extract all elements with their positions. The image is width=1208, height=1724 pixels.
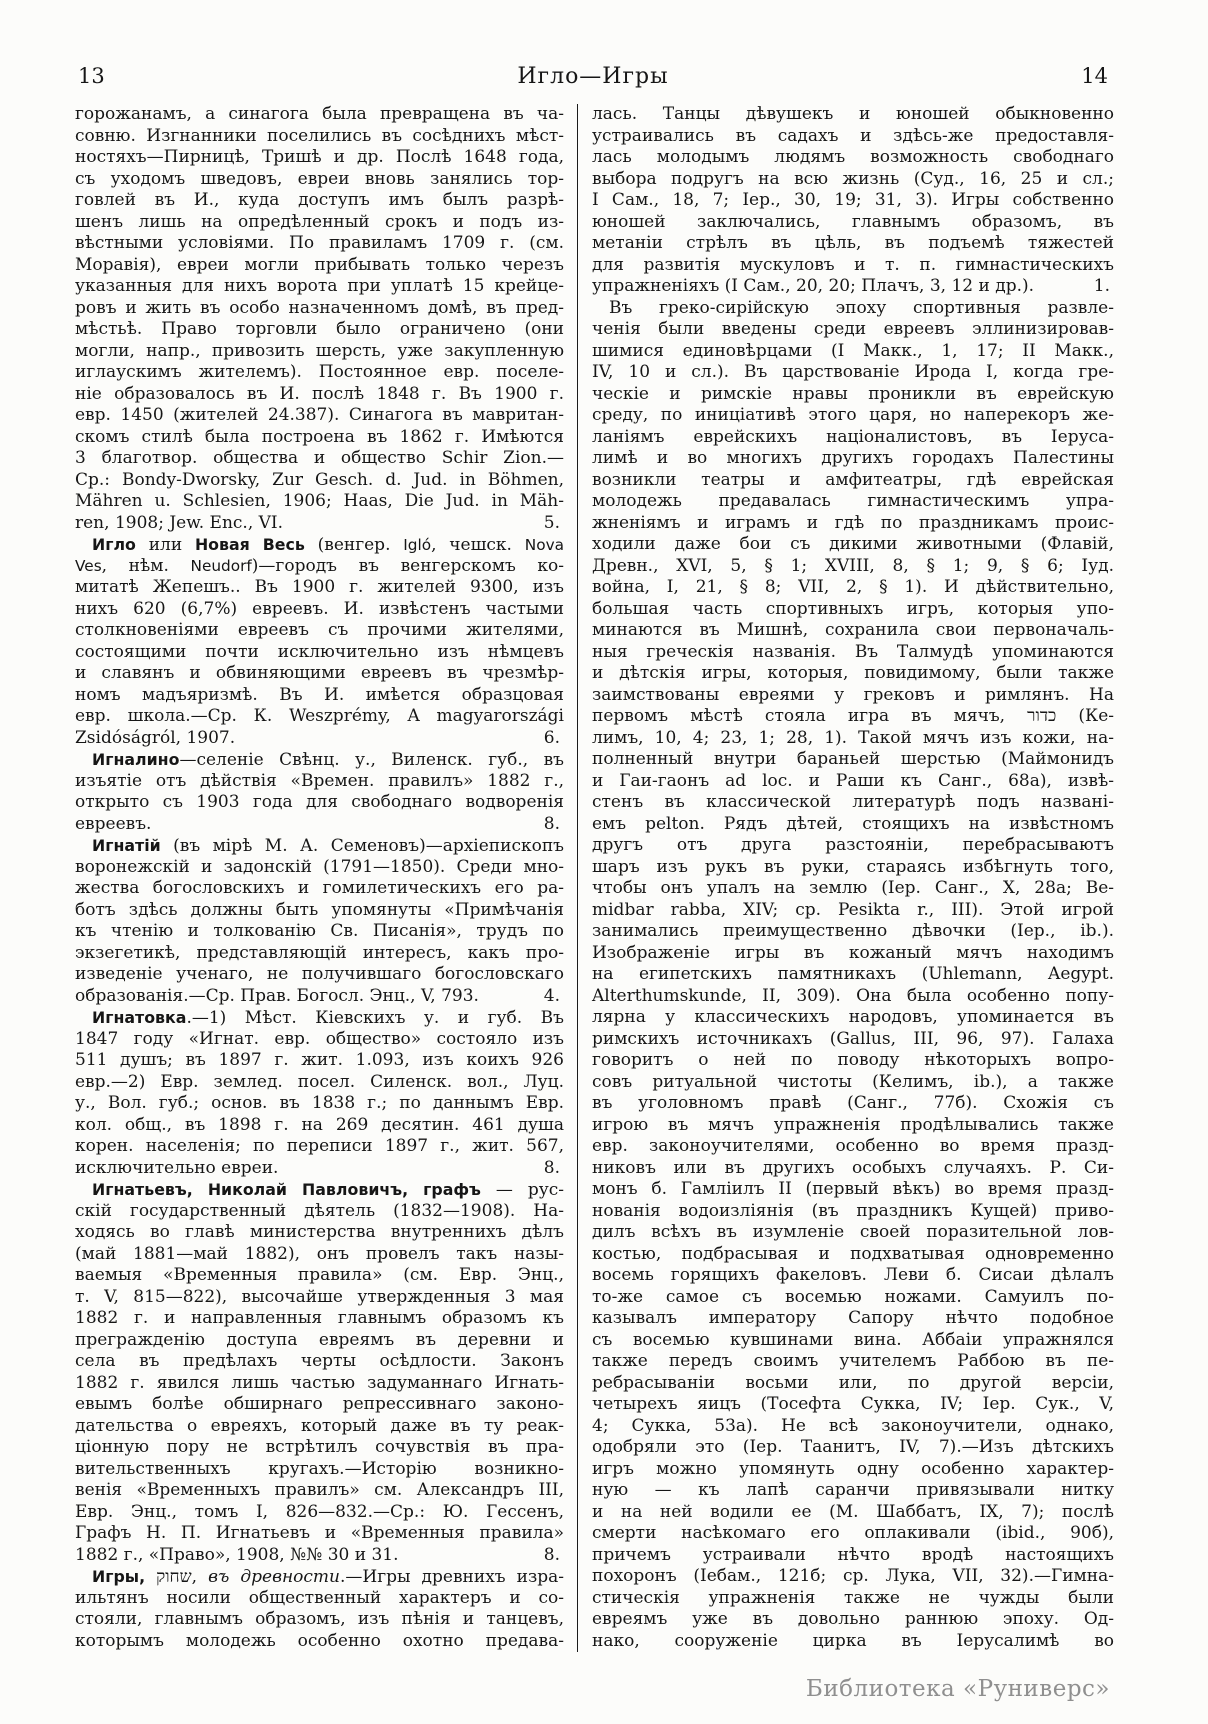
text-line: другъ отъ друга разстояніи, перебрасываютъ bbox=[592, 835, 1114, 855]
text-line: Игнатьевъ, Николай Павловичъ, графъ — рус- bbox=[92, 1180, 564, 1200]
text-line: ностяхъ—Пирницѣ, Тришѣ и др. Послѣ 1648 года, bbox=[75, 147, 564, 167]
text-line: и Гаи-гаонъ ad loc. и Раши къ Санг., 68а), извѣ- bbox=[592, 770, 1114, 791]
text-line: никовъ или въ другихъ особыхъ случаяхъ. Р. Си- bbox=[592, 1157, 1114, 1178]
text-line: также передъ своимъ учителемъ Раббою въ пе- bbox=[592, 1351, 1114, 1371]
text-line: 1847 году «Игнат. евр. общество» состояло изъ bbox=[75, 1028, 564, 1049]
text-line: шенъ лишь на опредѣленный срокъ и подъ из- bbox=[75, 211, 564, 232]
text-line: Mähren u. Schlesien, 1906; Haas, Die Jud. in Mäh- bbox=[75, 491, 564, 511]
text-line: образованія.—Ср. Прав. Богосл. Энц., V, 793. 4. bbox=[75, 986, 564, 1008]
text-line: дилъ всѣхъ въ изумленіе своей поразительной лов- bbox=[592, 1222, 1114, 1242]
text-line: смерти насѣкомаго его оплакивали (ibid., 90б), bbox=[592, 1523, 1114, 1543]
text-line: костью, подбрасывая и подхватывая одновременно bbox=[592, 1243, 1114, 1264]
text-line: и на ней водили ее (М. Шаббатъ, IX, 7); послѣ bbox=[592, 1501, 1114, 1522]
text-line: упражненіяхъ (I Сам., 20, 20; Плачъ, 3, 12 и др.). 1. bbox=[592, 276, 1114, 298]
text-line: ваемыя «Временныя правила» (см. Евр. Энц., bbox=[75, 1265, 564, 1285]
page-number-left: 13 bbox=[78, 64, 105, 88]
text-line: и дѣтскія игры, которыя, повидимому, были также bbox=[592, 663, 1114, 683]
author-signature-number: 6. bbox=[543, 727, 560, 748]
text-line: лась молодымъ людямъ возможность свободнаго bbox=[592, 147, 1114, 167]
entry-headword: Игло bbox=[92, 535, 136, 554]
text-line: евр. законоучителями, особенно во время празд- bbox=[592, 1136, 1114, 1156]
column-right bbox=[577, 104, 1114, 1652]
text-line: устраивались въ садахъ и здѣсь-же предоставля- bbox=[592, 125, 1114, 146]
text-line: Изображеніе игры въ кожаный мячъ находимъ bbox=[592, 942, 1114, 963]
text-line: стояли, главнымъ образомъ, изъ пѣнія и танцевъ, bbox=[75, 1609, 564, 1629]
author-signature-number: 1. bbox=[1093, 276, 1110, 296]
text-line: Alterthumskunde, II, 309). Она была особенно попу- bbox=[592, 985, 1114, 1006]
text-line: Ves, нѣм. Neudorf)—городъ въ венгерскомъ ко- bbox=[75, 555, 565, 576]
text-line: ціонную пору не встрѣтилъ сочувствія въ пра- bbox=[75, 1437, 564, 1457]
text-line: римскихъ источникахъ (Gallus, III, 96, 97). Галаха bbox=[592, 1028, 1114, 1049]
text-line: въ уголовномъ правѣ (Санг., 77б). Схожія съ bbox=[592, 1093, 1114, 1113]
page-number-right: 14 bbox=[1081, 64, 1108, 88]
text-line: среду, по иниціативѣ этого царя, но наперекоръ же- bbox=[592, 405, 1114, 425]
text-line: заимствованы евреями у грековъ и римлянъ. На bbox=[592, 684, 1114, 705]
text-line: евреевъ. 8. bbox=[75, 814, 564, 836]
text-line: 3 благотвор. общества и общество Schir Zion.— bbox=[75, 448, 564, 468]
text-line: дательства о евреяхъ, который даже въ ту реак- bbox=[75, 1415, 564, 1436]
text-line: midbar rabba, XIV; ср. Pesikta r., III). Этой игрой bbox=[592, 899, 1114, 920]
text-line: шимися единовѣрцами (I Макк., 1, 17; II Макк., bbox=[592, 340, 1114, 361]
author-signature-number: 5. bbox=[543, 512, 560, 533]
text-line: ніе образовалось въ И. послѣ 1848 г. Въ 1900 г. bbox=[75, 383, 564, 404]
text-line: евр. школа.—Ср. К. Weszprémy, A magyarországi bbox=[75, 706, 564, 726]
latin-sans-term: Nova bbox=[524, 536, 564, 554]
text-line: Игло или Новая Весь (венгер. Igló, чешск. Nova bbox=[92, 535, 564, 555]
text-line: Графъ Н. П. Игнатьевъ и «Временныя правила» bbox=[75, 1523, 564, 1543]
text-line: венія «Временныхъ правилъ» см. Александръ III, bbox=[75, 1480, 564, 1500]
text-line: лась. Танцы дѣвушекъ и юношей обыкновенно bbox=[592, 104, 1114, 124]
text-line: ильтянъ носили общественный характеръ и со- bbox=[75, 1587, 564, 1608]
text-line: занимались преимущественно дѣвочки (Іер., ib.). bbox=[592, 921, 1114, 941]
text-line: къ чтенію и толкованію Св. Писанія», трудъ по bbox=[75, 921, 564, 941]
text-line: указанныя для нихъ ворота при уплатѣ 15 крейце- bbox=[75, 276, 564, 296]
text-line: евреямъ уже въ довольно раннюю эпоху. Од- bbox=[592, 1609, 1114, 1629]
latin-sans-term: Ves bbox=[75, 556, 102, 575]
text-line: возникли театры и амфитеатры, гдѣ еврейская bbox=[592, 469, 1114, 490]
text-line: полненный внутри бараньей шерстью (Маймонидъ bbox=[592, 749, 1114, 769]
text-line: причемъ устраивали нѣчто вродѣ настоящихъ bbox=[592, 1544, 1114, 1565]
page-header bbox=[78, 64, 1108, 89]
text-line: одобряли это (Іер. Таанитъ, IV, 7).—Изъ дѣтскихъ bbox=[592, 1437, 1114, 1457]
text-line: совъ ритуальной чистоты (Келимъ, ib.), а также bbox=[592, 1071, 1114, 1092]
text-line: игрою въ мячъ упражненія продѣлывались также bbox=[592, 1114, 1114, 1135]
entry-headword: Новая Весь bbox=[194, 535, 305, 554]
text-line: иглаускимъ жителемъ). Постоянное евр. поселе- bbox=[75, 362, 564, 382]
text-line: которымъ молодежь особенно охотно предава- bbox=[75, 1630, 564, 1651]
text-line: метаніи стрѣлъ въ цѣль, въ подъемѣ тяжестей bbox=[592, 233, 1114, 253]
text-line: митатѣ Жепешъ.. Въ 1900 г. жителей 9300, изъ bbox=[75, 577, 564, 597]
text-line: похоронъ (Іебам., 121б; ср. Лука, VII, 32).—Гимна- bbox=[592, 1566, 1114, 1586]
page-body bbox=[75, 104, 1115, 1652]
text-line: скомъ стилѣ была построена въ 1862 г. Имѣются bbox=[75, 426, 564, 447]
text-line: Ср.: Bondy-Dworsky, Zur Gesch. d. Jud. in Böhmen, bbox=[75, 469, 564, 490]
text-line: ныя греческія названія. Въ Талмудѣ упоминаются bbox=[592, 641, 1114, 662]
text-line: для развитія мускуловъ и т. п. гимнастическихъ bbox=[592, 254, 1114, 275]
text-line: номъ мадъяризмѣ. Въ И. имѣется образцовая bbox=[75, 684, 564, 705]
text-line: ходили даже бои съ дикими животными (Флавій, bbox=[592, 534, 1114, 554]
text-line: Въ греко-сирійскую эпоху спортивныя развле- bbox=[592, 297, 1114, 318]
text-line: воронежскій и задонскій (1791—1850). Среди мно- bbox=[75, 856, 564, 877]
text-line: экзегетикѣ, представляющій интересъ, какъ про- bbox=[75, 942, 564, 963]
text-line: изъятіе отъ дѣйствія «Времен. правилъ» 1882 г., bbox=[75, 770, 564, 791]
text-line: война, I, 21, § 8; VII, 2, § 1). И дѣйствительно, bbox=[592, 577, 1114, 597]
text-line: скій государственный дѣятель (1832—1908). На- bbox=[75, 1200, 564, 1221]
text-line: съ восемью кувшинами вина. Аббаіи упражнялся bbox=[592, 1329, 1114, 1350]
text-line: могли, напр., привозить шерсть, уже закупленную bbox=[75, 340, 564, 361]
text-line: корен. населенія; по переписи 1897 г., жит. 567, bbox=[75, 1136, 564, 1156]
text-line: говоритъ о ней по поводу нѣкоторыхъ вопро- bbox=[592, 1050, 1114, 1070]
text-line: I Сам., 18, 7; Іер., 30, 19; 31, 3). Игры собственно bbox=[592, 190, 1114, 210]
text-line: лярна у классическихъ народовъ, упоминается въ bbox=[592, 1007, 1114, 1027]
text-line: села въ предѣлахъ черты осѣдлости. Законъ bbox=[75, 1351, 564, 1371]
text-line: ченія были введены среди евреевъ эллинизировав- bbox=[592, 319, 1114, 339]
text-line: монъ б. Гамліилъ II (первый вѣкъ) во время празд- bbox=[592, 1179, 1114, 1199]
text-line: Игры, שחוק, въ древности.—Игры древнихъ изра- bbox=[92, 1567, 564, 1587]
text-line: лимъ, 10, 4; 23, 1; 28, 1). Такой мячъ изъ кожи, на- bbox=[592, 727, 1114, 748]
text-line: евр.—2) Евр. землед. посел. Силенск. вол., Луц. bbox=[75, 1071, 564, 1092]
text-line: ren, 1908; Jew. Enc., VI. 5. bbox=[75, 513, 564, 535]
text-line: восемь горящихъ факеловъ. Леви б. Сисаи дѣлалъ bbox=[592, 1265, 1114, 1285]
text-line: совню. Изгнанники поселились въ сосѣднихъ мѣст- bbox=[75, 125, 564, 146]
text-line: 1882 г., «Право», 1908, №№ 30 и 31. 8. bbox=[75, 1545, 564, 1567]
text-line: минаются въ Мишнѣ, сохранила свои первоначаль- bbox=[592, 620, 1114, 640]
text-line: нованія водоизліянія (въ праздникъ Кущей) приво- bbox=[592, 1200, 1114, 1221]
text-line: молодежь предавалась гимнастическимъ упра- bbox=[592, 491, 1114, 511]
text-line: т. V, 815—822), высочайше утвержденныя 3 мая bbox=[75, 1286, 564, 1307]
text-line: четырехъ яицъ (Тосефта Сукка, IV; Іер. Сук., V, bbox=[592, 1394, 1114, 1414]
text-line: и славянъ и обвиняющими евреевъ въ чрезмѣр- bbox=[75, 663, 564, 683]
entry-headword: Игнатій bbox=[92, 836, 161, 855]
page-title: Игло—Игры bbox=[517, 64, 669, 89]
text-line: прегражденію доступа евреямъ въ деревни и bbox=[75, 1329, 564, 1350]
text-line: ную — къ лапѣ саранчи привязывали нитку bbox=[592, 1480, 1114, 1500]
author-signature-number: 8. bbox=[543, 813, 560, 834]
text-line: ровъ и жить въ особо назначенномъ домѣ, въ пред- bbox=[75, 297, 564, 318]
text-line: юношей заключались, главнымъ образомъ, въ bbox=[592, 211, 1114, 232]
entry-headword: Игры, bbox=[92, 1567, 146, 1586]
text-line: Древн., XVI, 5, § 1; XVIII, 8, § 1; 9, § 6; Іуд. bbox=[592, 555, 1114, 576]
author-signature-number: 8. bbox=[543, 1157, 560, 1178]
text-line: столкновеніями евреевъ съ прочими жителями, bbox=[75, 620, 564, 640]
text-line: то-же самое съ восемью ножами. Самуилъ по- bbox=[592, 1286, 1114, 1307]
text-line: кол. общ., въ 1898 г. на 269 десятин. 461 душа bbox=[75, 1114, 564, 1135]
text-line: Игнатовка.—1) Мѣст. Кіевскихъ у. и губ. Въ bbox=[92, 1008, 564, 1028]
text-line: Игнатій (въ мірѣ М. А. Семеновъ)—архіепископъ bbox=[92, 836, 564, 856]
text-line: Евр. Энц., томъ I, 826—832.—Ср.: Ю. Гессенъ, bbox=[75, 1501, 564, 1522]
text-line: у., Вол. губ.; основ. въ 1838 г.; по даннымъ Евр. bbox=[75, 1093, 564, 1113]
text-line: нихъ 620 (6,7%) евреевъ. И. извѣстенъ частыми bbox=[75, 598, 564, 619]
author-signature-number: 4. bbox=[543, 985, 560, 1006]
column-left bbox=[75, 104, 577, 1652]
text-line: евымъ болѣе обширнаго репрессивнаго законо- bbox=[75, 1394, 564, 1414]
text-line: вительственныхъ кругахъ.—Исторію возникно- bbox=[75, 1458, 564, 1479]
text-line: большая часть спортивныхъ игръ, которыя упо- bbox=[592, 598, 1114, 619]
text-line: ребрасываніи восьми или, по другой версіи, bbox=[592, 1372, 1114, 1393]
text-line: стическія упражненія также не чужды были bbox=[592, 1587, 1114, 1608]
author-signature-number: 8. bbox=[543, 1544, 560, 1565]
text-line: горожанамъ, а синагога была превращена въ ча- bbox=[75, 104, 564, 124]
text-line: игръ можно упомянуть одну особенно характер- bbox=[592, 1458, 1114, 1479]
text-line: открыто съ 1903 года для свободнаго водворенія bbox=[75, 792, 564, 812]
text-line: шаръ изъ рукъ въ руки, стараясь избѣгнуть того, bbox=[592, 856, 1114, 877]
text-line: 511 душъ; въ 1897 г. жит. 1.093, изъ коихъ 926 bbox=[75, 1050, 564, 1070]
text-line: евр. 1450 (жителей 24.387). Синагога въ мавритан- bbox=[75, 405, 564, 425]
text-line: емъ pelton. Рядъ дѣтей, стоящихъ на извѣстномъ bbox=[592, 813, 1114, 834]
latin-sans-term: Igló bbox=[403, 536, 432, 554]
entry-headword: Игнатьевъ, Николай Павловичъ, графъ bbox=[92, 1180, 481, 1199]
text-line: состоящими почти исключительно изъ нѣмцевъ bbox=[75, 641, 564, 662]
text-line: казывалъ императору Сапору нѣчто подобное bbox=[592, 1308, 1114, 1328]
text-line: первомъ мѣстѣ стояла игра въ мячъ, כדור (Ке- bbox=[592, 706, 1115, 726]
text-line: выбора подругъ на всю жизнь (Суд., 16, 25 и сл.; bbox=[592, 168, 1114, 189]
text-line: на египетскихъ памятникахъ (Uhlemann, Aegypt. bbox=[592, 964, 1114, 984]
text-line: ланіямъ еврейскихъ націоналистовъ, въ Іеруса- bbox=[592, 426, 1114, 447]
text-line: жненіямъ и играмъ и гдѣ по праздникамъ проис- bbox=[592, 512, 1114, 533]
text-line: 1882 г. и направленныя главнымъ образомъ къ bbox=[75, 1308, 564, 1328]
text-line: Моравія), евреи могли прибывать только черезъ bbox=[75, 254, 564, 275]
text-line: ходясь во главѣ министерства внутреннихъ дѣлъ bbox=[75, 1222, 564, 1242]
text-line: вѣстными условіями. По правиламъ 1709 г. (см. bbox=[75, 233, 564, 253]
text-line: съ уходомъ шведовъ, евреи вновь занялись тор- bbox=[75, 168, 564, 189]
text-line: Игналино—селеніе Свѣнц. у., Виленск. губ., въ bbox=[92, 750, 564, 770]
text-line: IV, 10 и сл.). Въ царствованіе Ирода I, когда гре- bbox=[592, 362, 1114, 382]
text-line: лимѣ и во многихъ другихъ городахъ Палестины bbox=[592, 448, 1114, 468]
text-line: нако, сооруженіе цирка въ Іерусалимѣ во bbox=[592, 1630, 1114, 1651]
text-line: (май 1881—май 1882), онъ провелъ такъ назы- bbox=[75, 1243, 564, 1264]
text-line: чтобы онъ упалъ на землю (Іер. Санг., X, 28а; Be- bbox=[592, 878, 1114, 898]
text-line: мѣстьѣ. Право торговли было ограничено (они bbox=[75, 319, 564, 339]
text-line: Zsidóságról, 1907. 6. bbox=[75, 728, 564, 750]
text-line: жества богословскихъ и гомилетическихъ его ра- bbox=[75, 878, 564, 898]
text-line: изведеніе ученаго, не получившаго богословскаго bbox=[75, 964, 564, 984]
text-line: 1882 г. явился лишь частью задуманнаго Игнать- bbox=[75, 1372, 564, 1393]
text-line: 4; Сукка, 53а). Не всѣ законоучители, однако, bbox=[592, 1415, 1114, 1436]
library-watermark: Библиотека «Руниверс» bbox=[805, 1676, 1110, 1702]
text-line: стенъ въ классической литературѣ подъ названі- bbox=[592, 792, 1114, 812]
text-line: ботъ здѣсь должны быть упомянуты «Примѣчанія bbox=[75, 899, 564, 920]
text-line: ческіе и римскіе нравы проникли въ еврейскую bbox=[592, 383, 1114, 404]
text-line: говлей въ И., куда доступъ имъ былъ разрѣ- bbox=[75, 190, 564, 210]
latin-sans-term: Neudorf bbox=[190, 556, 252, 575]
entry-headword: Игнатовка bbox=[92, 1008, 187, 1027]
text-line: исключительно евреи. 8. bbox=[75, 1158, 564, 1180]
italic-term: въ древности bbox=[208, 1567, 340, 1587]
entry-headword: Игналино bbox=[92, 750, 180, 769]
